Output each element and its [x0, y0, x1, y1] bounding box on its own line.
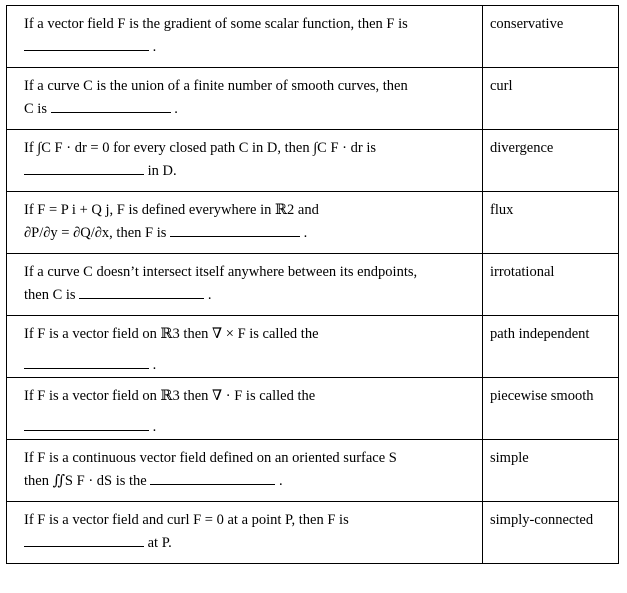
answer-blank[interactable] [150, 471, 275, 485]
answer-blank[interactable] [24, 161, 144, 175]
matching-table [6, 5, 619, 564]
statement-line: If a vector field F is the gradient of some scalar function, then F is [24, 16, 408, 32]
statement-cell [7, 192, 483, 254]
statement-line [24, 160, 474, 183]
statement-head: ∂P/∂y = ∂Q/∂x, then F is [24, 225, 167, 241]
table-row [7, 68, 619, 130]
statement-line [24, 36, 474, 59]
statement-head: then ∬S F · dS is the [24, 473, 147, 489]
term-cell: irrotational [483, 254, 619, 316]
table-row [7, 6, 619, 68]
statement-cell [7, 68, 483, 130]
statement-cell [7, 378, 483, 440]
statement-cell [7, 254, 483, 316]
table-row [7, 316, 619, 378]
answer-blank[interactable] [51, 99, 171, 113]
statement-line [24, 222, 474, 245]
term-cell: curl [483, 68, 619, 130]
statement-tail: . [303, 225, 308, 241]
answer-blank[interactable] [24, 37, 149, 51]
statement-line [24, 284, 474, 307]
statement-line [24, 354, 474, 377]
answer-blank[interactable] [24, 417, 149, 431]
term-cell: simply-connected [483, 502, 619, 564]
statement-line: If F is a vector field on ℝ3 then ∇ × F is called the [24, 326, 319, 342]
answer-blank[interactable] [79, 285, 204, 299]
statement-line [24, 470, 474, 493]
table-row [7, 130, 619, 192]
statement-cell [7, 6, 483, 68]
statement-tail: . [278, 473, 283, 489]
statement-line [24, 416, 474, 439]
answer-blank[interactable] [24, 533, 144, 547]
term-cell: divergence [483, 130, 619, 192]
statement-tail: in D. [147, 163, 177, 179]
table-row [7, 502, 619, 564]
statement-tail: . [152, 39, 157, 55]
statement-cell [7, 440, 483, 502]
table-row [7, 192, 619, 254]
answer-blank[interactable] [170, 223, 300, 237]
statement-cell [7, 502, 483, 564]
table-row [7, 378, 619, 440]
term-cell: simple [483, 440, 619, 502]
statement-tail: . [174, 101, 178, 117]
statement-line: If F is a vector field on ℝ3 then ∇ · F is called the [24, 388, 316, 404]
statement-tail: . [207, 287, 212, 303]
term-cell: piecewise smooth [483, 378, 619, 440]
term-cell: flux [483, 192, 619, 254]
answer-blank[interactable] [24, 355, 149, 369]
statement-tail: . [152, 419, 157, 435]
statement-line: If F is a continuous vector field defined on an oriented surface S [24, 450, 397, 466]
term-cell: conservative [483, 6, 619, 68]
term-cell: path independent [483, 316, 619, 378]
statement-head: C is [24, 101, 47, 117]
statement-line: If ∫C F · dr = 0 for every closed path C in D, then ∫C F · dr is [24, 140, 376, 156]
table-row [7, 440, 619, 502]
table-row [7, 254, 619, 316]
statement-line [24, 532, 474, 555]
statement-tail: at P. [147, 535, 172, 551]
statement-line: If a curve C is the union of a finite number of smooth curves, then [24, 78, 408, 94]
statement-head: then C is [24, 287, 76, 303]
statement-line [24, 98, 474, 121]
statement-cell [7, 316, 483, 378]
statement-line: If F is a vector field and curl F = 0 at a point P, then F is [24, 512, 349, 528]
statement-line: If a curve C doesn’t intersect itself anywhere between its endpoints, [24, 264, 418, 280]
statement-line: If F = P i + Q j, F is defined everywhere in ℝ2 and [24, 202, 319, 218]
statement-tail: . [152, 357, 157, 373]
statement-cell [7, 130, 483, 192]
